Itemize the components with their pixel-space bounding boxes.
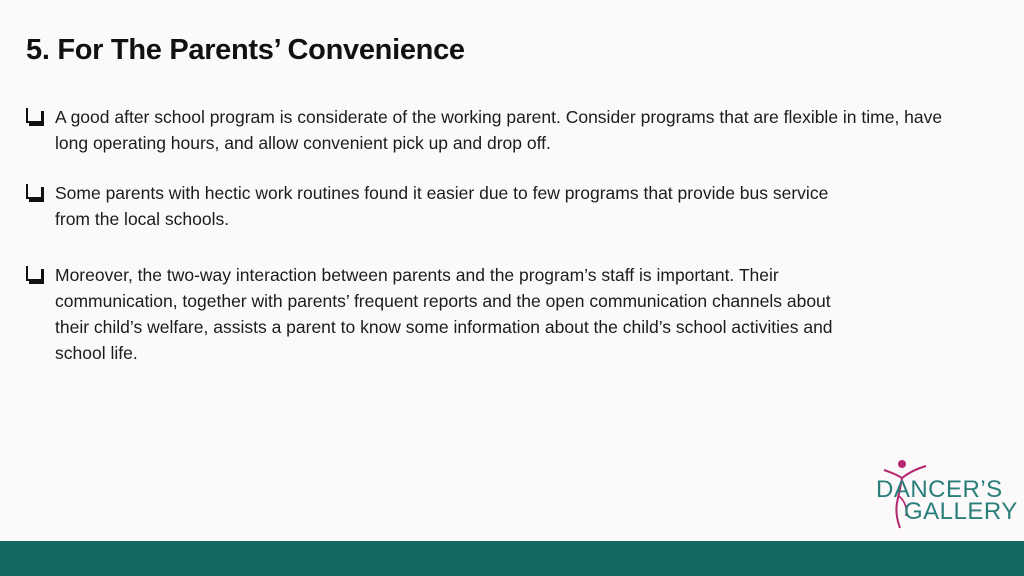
bullet-text: A good after school program is considerate of the working parent. Consider programs that are flexible in time, have long operating hours, and allow convenient pick up and drop off. [55,107,943,153]
logo-text-line2: GALLERY [904,498,1018,525]
bullet-item [26,262,946,366]
checkbox-square-icon [26,266,41,281]
bullet-item [26,104,946,156]
footer-bar [0,541,1024,576]
bullet-list [26,104,946,366]
bullet-text: Moreover, the two-way interaction between parents and the program’s staff is important. Their communication, together with parents’ frequent reports and the open communication channels about their child’s welfare, assists a parent to know some information about the child’s school activities and school life. [55,265,833,363]
dancers-gallery-logo [872,456,1018,532]
checkbox-square-icon [26,184,41,199]
logo-text-line1: DANCER’S [876,476,1003,503]
bullet-text: Some parents with hectic work routines found it easier due to few programs that provide bus service from the local schools. [55,183,829,229]
slide-title: 5. For The Parents’ Convenience [26,34,465,66]
checkbox-square-icon [26,108,41,123]
bullet-item [26,180,946,232]
